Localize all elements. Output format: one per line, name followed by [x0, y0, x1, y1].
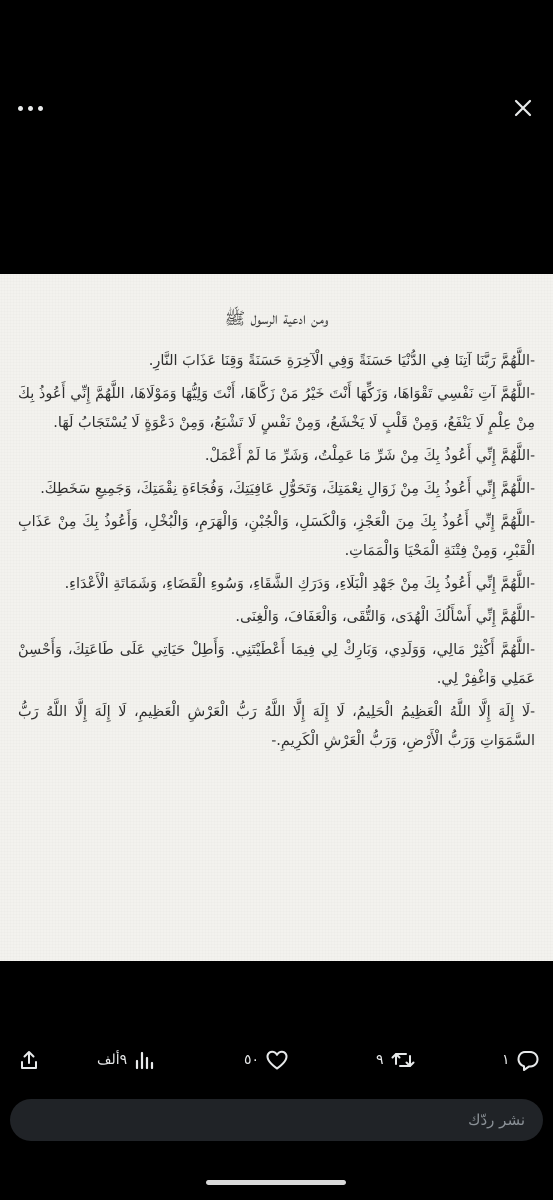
heart-icon — [265, 1049, 289, 1071]
more-horizontal-icon — [18, 106, 23, 111]
dua-paragraph: -اللَّهُمَّ إِنِّي أَسْأَلُكَ الْهُدَى، وَالتُّقَى، وَالْعَفَافَ، وَالْغِنَى. — [235, 609, 535, 625]
dua-paragraph: -اللَّهُمَّ رَبَّنَا آتِنَا فِي الدُّنْيَا حَسَنَةً وَفِي الْآخِرَةِ حَسَنَةً وَقِنَا عَذَابَ النَّارِ. — [148, 353, 535, 369]
post-image[interactable] — [0, 274, 553, 961]
home-indicator[interactable] — [206, 1180, 346, 1185]
more-options-button[interactable] — [10, 88, 50, 128]
dua-paragraph: -اللَّهُمَّ إِنِّي أَعُوذُ بِكَ مِنْ شَرِّ مَا عَمِلْتُ، وَشَرِّ مَا لَمْ أَعْمَلْ. — [204, 448, 535, 464]
repost-button[interactable] — [376, 1040, 416, 1080]
reply-count: ١ — [502, 1052, 510, 1068]
close-icon — [513, 98, 533, 118]
reply-placeholder: نشر ردّك — [468, 1111, 525, 1129]
dua-paragraph: -اللَّهُمَّ إِنِّي أَعُوذُ بِكَ مِنَ الْعَجْزِ، وَالْكَسَلِ، وَالْجُبْنِ، وَالْهَرَمِ، وَالْبُخْلِ، وَأَعُوذُ بِكَ مِنْ عَذَابِ الْقَبْرِ، وَمِنْ فِتْنَةِ الْمَحْيَا وَالْمَمَاتِ. — [18, 514, 535, 559]
share-icon — [18, 1049, 40, 1071]
reply-button[interactable] — [502, 1040, 540, 1080]
like-count: ٥٠ — [244, 1052, 260, 1068]
repost-count: ٩ — [376, 1052, 384, 1068]
document-heading: ومن ادعية الرسول ﷺ — [224, 309, 329, 329]
like-button[interactable] — [244, 1040, 289, 1080]
views-button[interactable] — [97, 1040, 155, 1080]
close-button[interactable] — [503, 88, 543, 128]
dua-paragraph: -لَا إِلَهَ إِلَّا اللَّهُ الْعَظِيمُ الْحَلِيمُ، لَا إِلَهَ إِلَّا اللَّهُ رَبُّ الْعَرْشِ الْعَظِيمِ، لَا إِلَهَ إِلَّا اللَّهُ رَبُّ السَّمَوَاتِ وَرَبُّ الْأَرْضِ، وَرَبُّ الْعَرْشِ الْكَرِيمِ.- — [18, 704, 535, 749]
reply-input[interactable] — [10, 1099, 543, 1141]
viewer-top-bar — [0, 88, 553, 128]
views-chart-icon — [133, 1049, 155, 1071]
dua-paragraph: -اللَّهُمَّ أَكْثِرْ مَالِي، وَوَلَدِي، وَبَارِكْ لِي فِيمَا أَعْطَيْتَنِي. وَأَطِلْ حَيَاتِي عَلَى طَاعَتِكَ، وَأَحْسِنْ عَمَلِي وَاغْفِرْ لِي. — [18, 642, 535, 687]
dua-paragraph: -اللَّهُمَّ إِنِّي أَعُوذُ بِكَ مِنْ جَهْدِ الْبَلَاءِ، وَدَرَكِ الشَّقَاءِ، وَسُوءِ الْقَضَاءِ، وَشَمَاتَةِ الْأَعْدَاءِ. — [64, 576, 535, 592]
reply-icon — [516, 1049, 540, 1071]
dua-paragraph: -اللَّهُمَّ إِنِّي أَعُوذُ بِكَ مِنْ زَوَالِ نِعْمَتِكَ، وَتَحَوُّلِ عَافِيَتِكَ، وَفُجَاءَةِ نِقْمَتِكَ، وَجَمِيعِ سَخَطِكَ. — [40, 481, 535, 497]
dua-paragraph: -اللَّهُمَّ آتِ نَفْسِي تَقْوَاهَا، وَزَكِّهَا أَنْتَ خَيْرُ مَنْ زَكَّاهَا، أَنْتَ وَلِيُّهَا وَمَوْلَاهَا، اللَّهُمَّ إِنِّي أَعُوذُ بِكَ مِنْ عِلْمٍ لَا يَنْفَعُ، وَمِنْ قَلْبٍ لَا يَخْشَعُ، وَمِنْ نَفْسٍ لَا تَشْبَعُ، وَمِنْ دَعْوَةٍ لَا يُسْتَجَابُ لَهَا. — [18, 386, 535, 431]
post-action-bar — [0, 1040, 553, 1080]
repost-icon — [390, 1049, 416, 1071]
views-count: ٩ألف — [97, 1052, 128, 1068]
share-button[interactable] — [18, 1040, 40, 1080]
